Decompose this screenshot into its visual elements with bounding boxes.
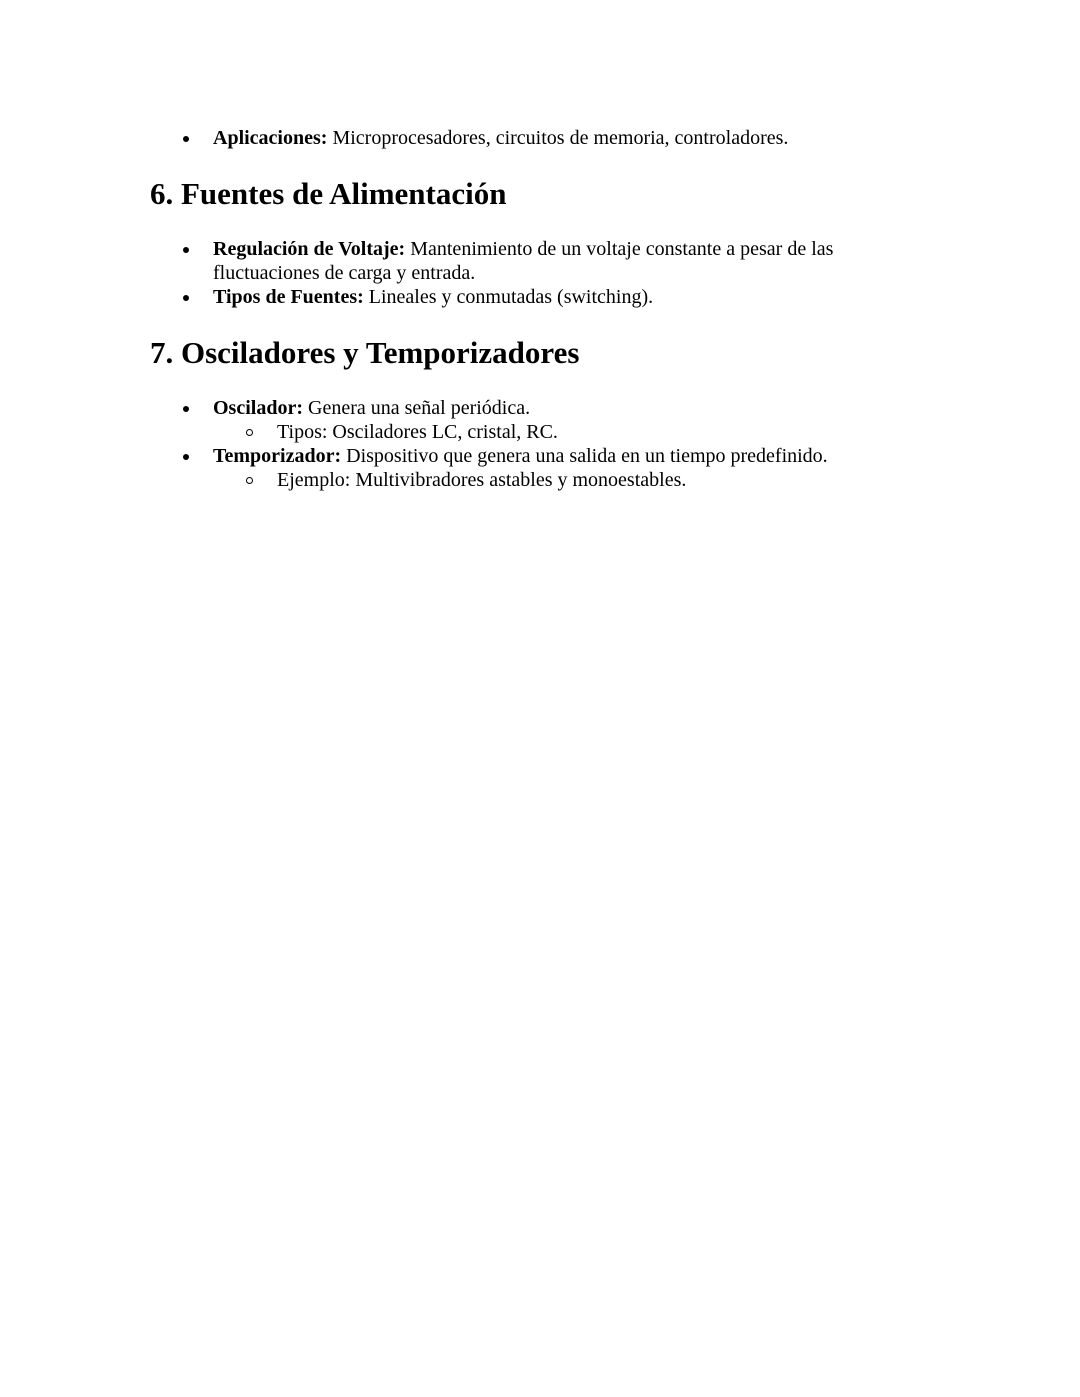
list-item xyxy=(0,396,893,420)
applications-list xyxy=(0,126,893,150)
power-supply-list xyxy=(0,237,893,309)
list-item xyxy=(0,444,893,468)
bullet-icon xyxy=(183,295,189,301)
circle-bullet-icon xyxy=(246,477,253,484)
item-text: Microprocesadores, circuitos de memoria, controladores. xyxy=(327,127,789,149)
sub-list-item xyxy=(0,468,893,492)
list-item xyxy=(0,126,893,150)
item-text: Dispositivo que genera una salida en un tiempo predefinido. xyxy=(341,445,828,467)
item-text: Lineales y conmutadas (switching). xyxy=(363,286,654,308)
item-label: Temporizador: xyxy=(213,445,342,467)
bullet-icon xyxy=(183,454,189,460)
bullet-icon xyxy=(183,136,189,142)
sub-item-text: Tipos: Osciladores LC, cristal, RC. xyxy=(277,421,558,443)
list-item xyxy=(0,237,893,285)
sub-item-text: Ejemplo: Multivibradores astables y monoestables. xyxy=(277,469,687,491)
item-label: Oscilador: xyxy=(213,397,303,419)
item-text: Mantenimiento de un voltaje constante a pesar de las fluctuaciones de carga y entrada. xyxy=(213,238,834,284)
list-item xyxy=(0,285,893,309)
section-heading-7: 7. Osciladores y Temporizadores xyxy=(150,335,580,370)
bullet-icon xyxy=(183,247,189,253)
sub-list-item xyxy=(0,420,893,444)
circle-bullet-icon xyxy=(246,429,253,436)
item-label: Tipos de Fuentes: xyxy=(213,286,364,308)
item-text: Genera una señal periódica. xyxy=(303,397,531,419)
oscillator-list xyxy=(0,396,893,492)
item-label: Regulación de Voltaje: xyxy=(213,238,406,260)
section-heading-6: 6. Fuentes de Alimentación xyxy=(150,176,507,211)
bullet-icon xyxy=(183,406,189,412)
item-label: Aplicaciones: xyxy=(213,127,328,149)
